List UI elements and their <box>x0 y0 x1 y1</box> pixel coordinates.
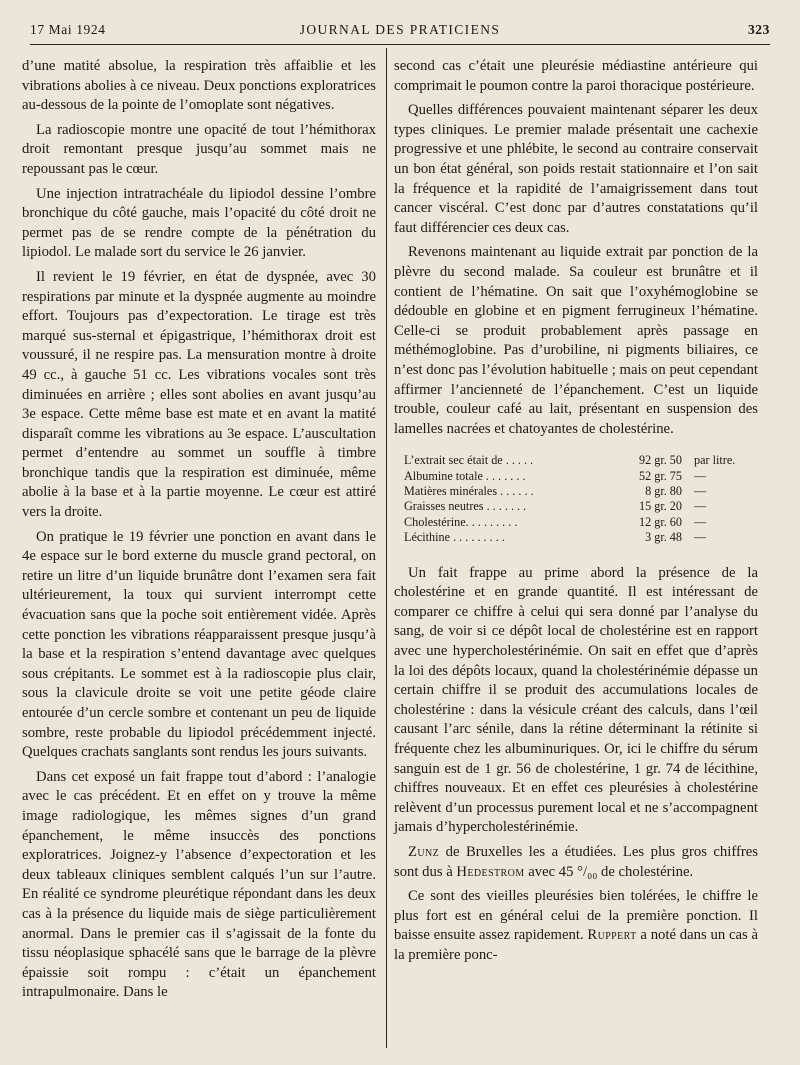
paragraph: second cas c’était une pleurésie médiastine antérieure qui comprimait le poumon contre la paroi thoracique postérieure. <box>394 58 758 94</box>
analysis-table <box>404 453 754 545</box>
paragraph: d’une matité absolue, la respiration très affaiblie et les vibrations abolies à ce niveau. Deux ponctions exploratrices au-dessous de la pointe de l’omoplate sont négatives. <box>22 58 376 114</box>
table-row <box>404 530 754 545</box>
paragraph: Il revient le 19 février, en état de dyspnée, avec 30 respirations par minute et la dyspnée augmente au moindre effort. Toujours pas d’expectoration. Le tirage est très marqué sus-sternal et épigastrique, l’hémithorax droit est voussuré, il ne respire pas. La mensuration montre à droite 49 cc., à gauche 51 cc. Les vibrations vocales sont très diminuées en arrière ; elles sont abolies en avant jusqu’au 3e espace. Cette même base est mate et en avant la matité disparaît comme les vibrations au 3e espace. L’auscultation permet d’entendre au sommet un souffle à timbre bronchique tandis que la respiration est diminuée, même abolie à la base et à la partie moyenne. Le cœur est attiré vers la droite. <box>22 268 376 521</box>
row-value: 52 gr. 75 <box>639 468 682 483</box>
paragraph: Une injection intratrachéale du lipiodol dessine l’ombre bronchique du côté gauche, mais l’opacité du côté droit ne permet pas de se rendre compte de la pénétration du lipiodol. Le malade sort du service le 26 janvier. <box>22 185 376 261</box>
author-name: Ruppert <box>587 927 637 944</box>
row-unit: par litre. <box>694 453 736 468</box>
row-label: L’extrait sec était de . . . . . <box>404 453 534 468</box>
row-value: 8 gr. 80 <box>645 484 682 499</box>
paragraph: On pratique le 19 février une ponction en avant dans le 4e espace sur le bord externe du muscle grand pectoral, on retire un litre d’un liquide brunâtre dont l’examen sera fait ultérieurement, la toux qui survient interrompt cette évacuation sans que la poche soit entièrement vidée. Après cette ponction les vibrations réapparaissent presque jusqu’à la base et la respiration s’entend davantage avec quelques sous crépitants. Le sommet est à la radioscopie plus clair, sous la clavicule droite se voit une petite géode claire entourée d’un cercle sombre et contenant un peu de liquide sombre, reste probable du lipiodol précédemment injecté. Quelques crachats sanglants sont rendus les jours suivants. <box>22 528 376 761</box>
row-value: 92 gr. 50 <box>639 453 682 468</box>
paragraph: Quelles différences pouvaient maintenant séparer les deux types cliniques. Le premier malade présentait une cachexie progressive et une phlébite, le second au contraire conservait un bon état général, son poids restait stationnaire et l’on sait la fréquence et la rapidité de l’amaigrissement dans tout cancer viscéral. C’est donc par d’autres constatations qu’il faut différencier ces deux cas. <box>394 102 758 236</box>
column-divider <box>386 48 387 1048</box>
paragraph <box>394 843 758 882</box>
running-header <box>30 22 770 42</box>
row-label: Matières minérales . . . . . . <box>404 484 534 499</box>
paragraph: La radioscopie montre une opacité de tout l’hémithorax droit remontant presque jusqu’au sommet mais ne repoussant pas le cœur. <box>22 121 376 177</box>
header-date: 17 Mai 1924 <box>30 22 106 37</box>
paragraph <box>394 887 758 965</box>
row-label: Graisses neutres . . . . . . . <box>404 499 527 514</box>
row-value: 15 gr. 20 <box>639 499 682 514</box>
table-row <box>404 453 754 468</box>
table-row <box>404 469 754 484</box>
table-row <box>404 515 754 530</box>
row-value: 12 gr. 60 <box>639 514 682 529</box>
row-unit: — <box>694 514 707 529</box>
row-label: Cholestérine. . . . . . . . . <box>404 514 518 529</box>
right-column <box>394 57 758 971</box>
table-row <box>404 484 754 499</box>
text-run: Ce sont des vieilles pleurésies bien tolérées, le chiffre le plus fort est en général celui de la première ponction. Il baisse ensuite assez rapidement. <box>394 888 758 944</box>
row-unit: — <box>694 484 707 499</box>
page-number: 323 <box>747 22 770 37</box>
text-run: de Bruxelles les a étudiées. Les plus gros chiffres sont dus à <box>394 843 758 880</box>
row-value: 3 gr. 48 <box>645 530 682 545</box>
author-name: Hedestrom <box>456 863 525 880</box>
row-unit: — <box>694 468 707 483</box>
row-label: Lécithine . . . . . . . . . <box>404 530 505 545</box>
author-name: Zunz <box>408 843 440 860</box>
paragraph: Dans cet exposé un fait frappe tout d’abord : l’analogie avec le cas précédent. Et en effet on y trouve la même image radiologique, les mêmes signes d’un grand épanchement, le même insuccès des ponctions exploratrices. Joignez-y l’absence d’expectoration et les deux tableaux cliniques semblent calqués l’un sur l’autre. En réalité ce syndrome pleurétique répondant dans les deux cas à la présence du liquide mais de siège particulièrement anormal. Dans le premier cas il s’agissait de la fonte du tissu néoplasique sphacélé sans que le barrage de la plèvre épaissie soit rompu : c’était un épanchement intrapulmonaire. Dans le <box>22 768 376 1001</box>
paragraph: Revenons maintenant au liquide extrait par ponction de la plèvre du second malade. Sa couleur est brunâtre et il contient de l’hématine. On sait que l’oxyhémoglobine se dédouble en globine et en pigment ferrugineux l’hématine. Celle-ci se produit probablement après passage en méthémoglobine. Pas d’urobiline, ni pigments biliaires, ce n’est donc pas l’évolution habituelle ; mais on peut cependant affirmer l’ancienneté de l’épanchement. C’est un liquide trouble, couleur café au lait, présentant en suspension des lamelles nacrées et chatoyantes de cholestérine. <box>394 244 758 437</box>
table-row <box>404 499 754 514</box>
paragraph: Un fait frappe au prime abord la présence de la cholestérine et en grande quantité. Il est intéressant de comparer ce chiffre à celui qui sera donné par l’analyse du sang, de voir si ce dépôt local de cholestérine est en rapport avec une hypercholestérinémie. On sait en effet que d’après la loi des dépôts locaux, quand la cholestérinémie dépasse un certain chiffre il se produit des accumulations locales de cholestérine : dans la vésicule créant des calculs, dans l’œil causant l’arc sénile, dans la rétine déterminant la rétinite si fréquente chez les albuminuriques. Or, ici le chiffre du sérum sanguin est de 1 gr. 56 de cholestérine, 1 gr. 74 de lécithine, chiffres nouveaux. Et en effet ces pleurésies à cholestérine relèvent d’un processus purement local et ne s’accompagnent jamais d’hypercholestérinémie. <box>394 564 758 836</box>
row-unit: — <box>694 530 707 545</box>
left-column <box>22 57 376 1008</box>
row-label: Albumine totale . . . . . . . <box>404 468 526 483</box>
journal-title: JOURNAL DES PRATICIENS <box>299 22 501 37</box>
text-run: a noté dans un cas à la première ponc- <box>394 927 758 963</box>
header-rule <box>30 44 770 45</box>
row-unit: — <box>694 499 707 514</box>
text-run: avec 45 °/₀₀ de cholestérine. <box>524 863 694 880</box>
